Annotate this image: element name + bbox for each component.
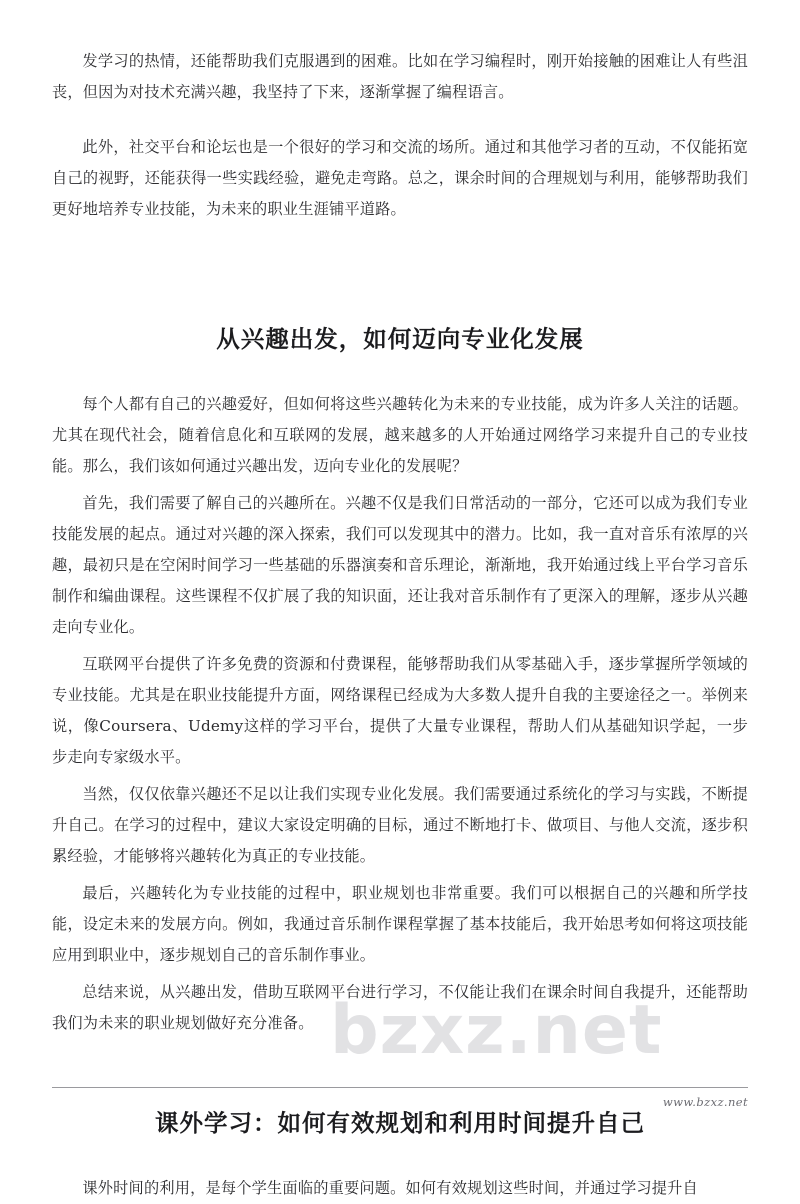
background-watermark: bzxz.net — [330, 991, 663, 1070]
paragraph-spacer — [52, 114, 748, 132]
paragraph-continued-1: 发学习的热情，还能帮助我们克服遇到的困难。比如在学习编程时，刚开始接触的困难让人有些沮丧，但因为对技术充满兴趣，我坚持了下来，逐渐掌握了编程语言。 — [52, 52, 748, 101]
article-one-paragraph-2: 首先，我们需要了解自己的兴趣所在。兴趣不仅是我们日常活动的一部分，它还可以成为我们专业技能发展的起点。通过对兴趣的深入探索，我们可以发现其中的潜力。比如，我一直对音乐有浓厚的兴趣，最初只是在空闲时间学习一些基础的乐器演奏和音乐理论，渐渐地，我开始通过线上平台学习音乐制作和编曲课程。这些课程不仅扩展了我的知识面，还让我对音乐制作有了更深入的理解，逐步从兴趣走向专业化。 — [52, 494, 748, 636]
article-one-paragraph-4: 当然，仅仅依靠兴趣还不足以让我们实现专业化发展。我们需要通过系统化的学习与实践，不断提升自己。在学习的过程中，建议大家设定明确的目标，通过不断地打卡、做项目、与他人交流，逐步积累经验，才能够将兴趣转化为真正的专业技能。 — [52, 785, 748, 865]
article-one-paragraph-6: 总结来说，从兴趣出发，借助互联网平台进行学习，不仅能让我们在课余时间自我提升，还能帮助我们为未来的职业规划做好充分准备。 — [52, 983, 748, 1032]
section-break-spacer — [52, 231, 748, 319]
heading-gap — [52, 359, 748, 389]
page-footer — [52, 1087, 748, 1109]
article-one-paragraph-3: 互联网平台提供了许多免费的资源和付费课程，能够帮助我们从零基础入手，逐步掌握所学领域的专业技能。尤其是在职业技能提升方面，网络课程已经成为大多数人提升自我的主要途径之一。举例来说，像Coursera、Udemy这样的学习平台，提供了大量专业课程，帮助人们从基础知识学起，一步步走向专家级水平。 — [52, 655, 748, 766]
article-two-paragraph-1: 课外时间的利用，是每个学生面临的重要问题。如何有效规划这些时间，并通过学习提升自 — [82, 1179, 698, 1197]
paragraph-continued-2: 此外，社交平台和论坛也是一个很好的学习和交流的场所。通过和其他学习者的互动，不仅能拓宽自己的视野，还能获得一些实践经验，避免走弯路。总之，课余时间的合理规划与利用，能够帮助我们更好地培养专业技能，为未来的职业生涯铺平道路。 — [52, 138, 748, 218]
footer-url: www.bzxz.net — [662, 1095, 748, 1109]
heading-gap-2 — [52, 1143, 748, 1173]
footer-divider — [52, 1087, 748, 1088]
article-one-heading: 从兴趣出发，如何迈向专业化发展 — [216, 325, 584, 353]
article-one-paragraph-1: 每个人都有自己的兴趣爱好，但如何将这些兴趣转化为未来的专业技能，成为许多人关注的话题。尤其在现代社会，随着信息化和互联网的发展，越来越多的人开始通过网络学习来提升自己的专业技能。那么，我们该如何通过兴趣出发，迈向专业化的发展呢？ — [52, 395, 748, 475]
article-one-paragraph-5: 最后，兴趣转化为专业技能的过程中，职业规划也非常重要。我们可以根据自己的兴趣和所学技能，设定未来的发展方向。例如，我通过音乐制作课程掌握了基本技能后，我开始思考如何将这项技能应用到职业中，逐步规划自己的音乐制作事业。 — [52, 884, 748, 964]
article-two-heading: 课外学习：如何有效规划和利用时间提升自己 — [155, 1109, 645, 1137]
